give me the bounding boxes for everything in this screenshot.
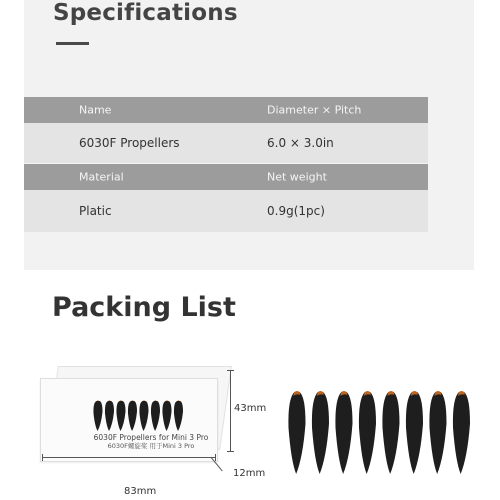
spec-value-row-2 <box>24 190 428 232</box>
spec-value-row-1 <box>24 123 428 163</box>
header-material: Material <box>79 170 124 184</box>
loose-propellers-illustration <box>285 390 470 480</box>
spec-header-row-1 <box>24 97 428 123</box>
packing-list-title: Packing List <box>52 292 236 323</box>
propeller-blade <box>335 391 352 474</box>
box-caption-line-2: 6030F螺旋桨 用于Mini 3 Pro <box>107 442 195 450</box>
box-caption <box>81 433 221 451</box>
product-box <box>36 366 236 496</box>
height-dimension-label: 43mm <box>234 403 267 414</box>
spec-header-row-2 <box>24 164 428 190</box>
propeller-blade <box>382 391 399 474</box>
height-dimension-line <box>230 370 231 452</box>
propeller-blade <box>139 400 148 431</box>
box-front-face <box>40 378 218 462</box>
value-net-weight: 0.9g(1pc) <box>267 204 325 218</box>
value-diameter-pitch: 6.0 × 3.0in <box>267 136 334 150</box>
title-underline <box>56 42 89 45</box>
header-net-weight: Net weight <box>267 170 327 184</box>
propeller-blade <box>359 391 376 474</box>
width-dimension-label: 83mm <box>124 486 157 497</box>
propeller-blade <box>162 400 171 431</box>
box-propellers-illustration <box>83 399 193 433</box>
depth-dimension-label: 12mm <box>233 468 266 479</box>
propeller-blade <box>116 400 125 431</box>
propeller-blade <box>406 391 423 474</box>
propeller-blade <box>453 391 470 474</box>
header-name: Name <box>79 103 112 117</box>
propeller-blade <box>151 400 160 431</box>
propeller-blade <box>312 391 329 474</box>
box-caption-line-1: 6030F Propellers for Mini 3 Pro <box>93 433 209 442</box>
specifications-title: Specifications <box>53 0 238 26</box>
value-material: Platic <box>79 204 112 218</box>
header-diameter-pitch: Diameter × Pitch <box>267 103 362 117</box>
propeller-blade <box>128 400 137 431</box>
width-dimension-line <box>42 457 216 458</box>
propeller-blade <box>93 400 102 431</box>
value-name: 6030F Propellers <box>79 136 180 150</box>
propeller-blade <box>288 391 305 474</box>
propeller-blade <box>174 400 183 431</box>
propeller-blade <box>429 391 446 474</box>
propeller-blade <box>105 400 114 431</box>
